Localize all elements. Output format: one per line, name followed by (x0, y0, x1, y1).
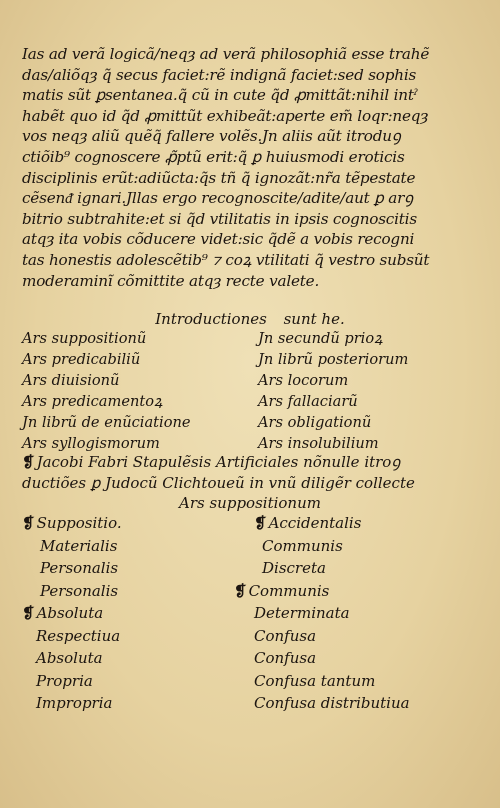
body-line-1: Ias ad verã logicã/neqȝ ad verã philosophiã esse trahẽ (22, 45, 430, 63)
body-line-5: vos neqȝ aliũ quẽq̃ fallere volẽs.Jn aliis aũt itroduꝯ (22, 127, 401, 146)
list-item: Ars predicamentoꝝ (22, 393, 163, 410)
list-item: Ars predicabiliũ (22, 351, 141, 368)
list-item: Ars diuisionũ (22, 372, 120, 389)
suppositio-tree-left (22, 512, 122, 715)
tree-item: Confusa (254, 649, 317, 667)
tree-item: Personalis (40, 581, 119, 600)
introductiones-heading (0, 310, 500, 328)
tree-item: Confusa (254, 626, 317, 645)
ars-suppositionum-heading: Ars suppositionum (179, 494, 321, 512)
tree-item: Determinata (254, 604, 350, 622)
body-line-12: moderaminĩ cõmittite atqȝ recte valete. (22, 271, 320, 290)
heading-right: sunt he. (283, 310, 345, 328)
list-item: Jn librũ de enũciatione (22, 414, 191, 431)
body-line-7: disciplinis erũt:adiũcta:q̃s tñ q̃ ignozãt:nr̃a tẽpestate (22, 168, 416, 187)
tree-item: ❡ Communis (234, 581, 330, 600)
body-line-8: cẽsenᵭ ignari.Jllas ergo recognoscite/adite/aut ꝑ arꝯ (22, 189, 413, 208)
body-line-4: habẽt quo id q̃d ꝓmittũt exhibeãt:aperte em̃ loqr:neqȝ (22, 106, 429, 125)
list-item: Jn librũ posteriorum (258, 351, 409, 368)
tree-item: Discreta (262, 559, 326, 577)
list-item: Ars locorum (258, 372, 349, 389)
list-item: Ars obligationũ (258, 414, 372, 431)
tree-item: ❡ Absoluta (22, 604, 104, 622)
tree-item: Impropria (36, 694, 113, 712)
body-line-3: matis sũt ꝑsentanea.q̃ cũ in cute q̃d ꝓmittãt:nihil intˀ (22, 86, 418, 105)
pilcrow-icon: ❡ (22, 453, 35, 471)
introductiones-left-column (22, 328, 191, 454)
body-line-2: das/aliõqȝ q̃ secus faciet:rẽ indignã faciet:sed sophis (22, 65, 417, 84)
tree-item: ❡ Accidentalis (254, 514, 362, 532)
list-item: Jn secundũ prioꝝ (258, 330, 383, 347)
tree-item: Materialis (40, 536, 118, 555)
jacobi-paragraph (22, 452, 482, 494)
body-line-10: atqȝ ita vobis cõducere videt:sic q̃dẽ a vobis recogni (22, 230, 415, 249)
suppositio-tree-right (234, 512, 410, 715)
pilcrow-icon: ❡ (234, 581, 247, 600)
jacobi-line-2: ductiões ꝑ Judocũ Clichtoueũ in vnũ diligẽr collecte (22, 474, 415, 492)
body-text (22, 44, 474, 291)
jacobi-line-1: ❡ Jacobi Fabri Stapulẽsis Artificiales nõnulle itroꝯ (22, 453, 401, 471)
pilcrow-icon: ❡ (22, 604, 35, 622)
pilcrow-icon: ❡ (254, 514, 267, 532)
tree-item: Absoluta (36, 649, 103, 667)
tree-item: Confusa distributiua (254, 694, 410, 712)
tree-item: Confusa tantum (254, 671, 376, 690)
tree-item: Communis (262, 536, 343, 555)
list-item: Ars suppositionũ (22, 330, 147, 347)
pilcrow-icon: ❡ (22, 514, 35, 532)
list-item: Ars fallaciarũ (258, 393, 358, 410)
tree-item-root: ❡ Suppositio. (22, 514, 122, 532)
body-line-11: tas honestis adolescẽtib⁹ ⁊ coꝝ vtilitati q̃ vestro subsũt (22, 250, 430, 269)
list-item: Ars insolubilium (258, 435, 379, 452)
body-line-6: ctiõib⁹ cognoscere ꝓ̃ptũ erit:q̃ ꝑ huiusmodi eroticis (22, 147, 405, 166)
introductiones-right-column (258, 328, 408, 454)
body-line-9: bitrio subtrahite:et si q̃d vtilitatis in ipsis cognoscitis (22, 209, 417, 228)
list-item: Ars syllogismorum (22, 435, 160, 452)
heading-left: Introductiones (155, 310, 267, 328)
tree-item: Personalis (40, 559, 119, 577)
tree-item: Respectiua (36, 626, 121, 645)
tree-item: Propria (36, 671, 93, 690)
